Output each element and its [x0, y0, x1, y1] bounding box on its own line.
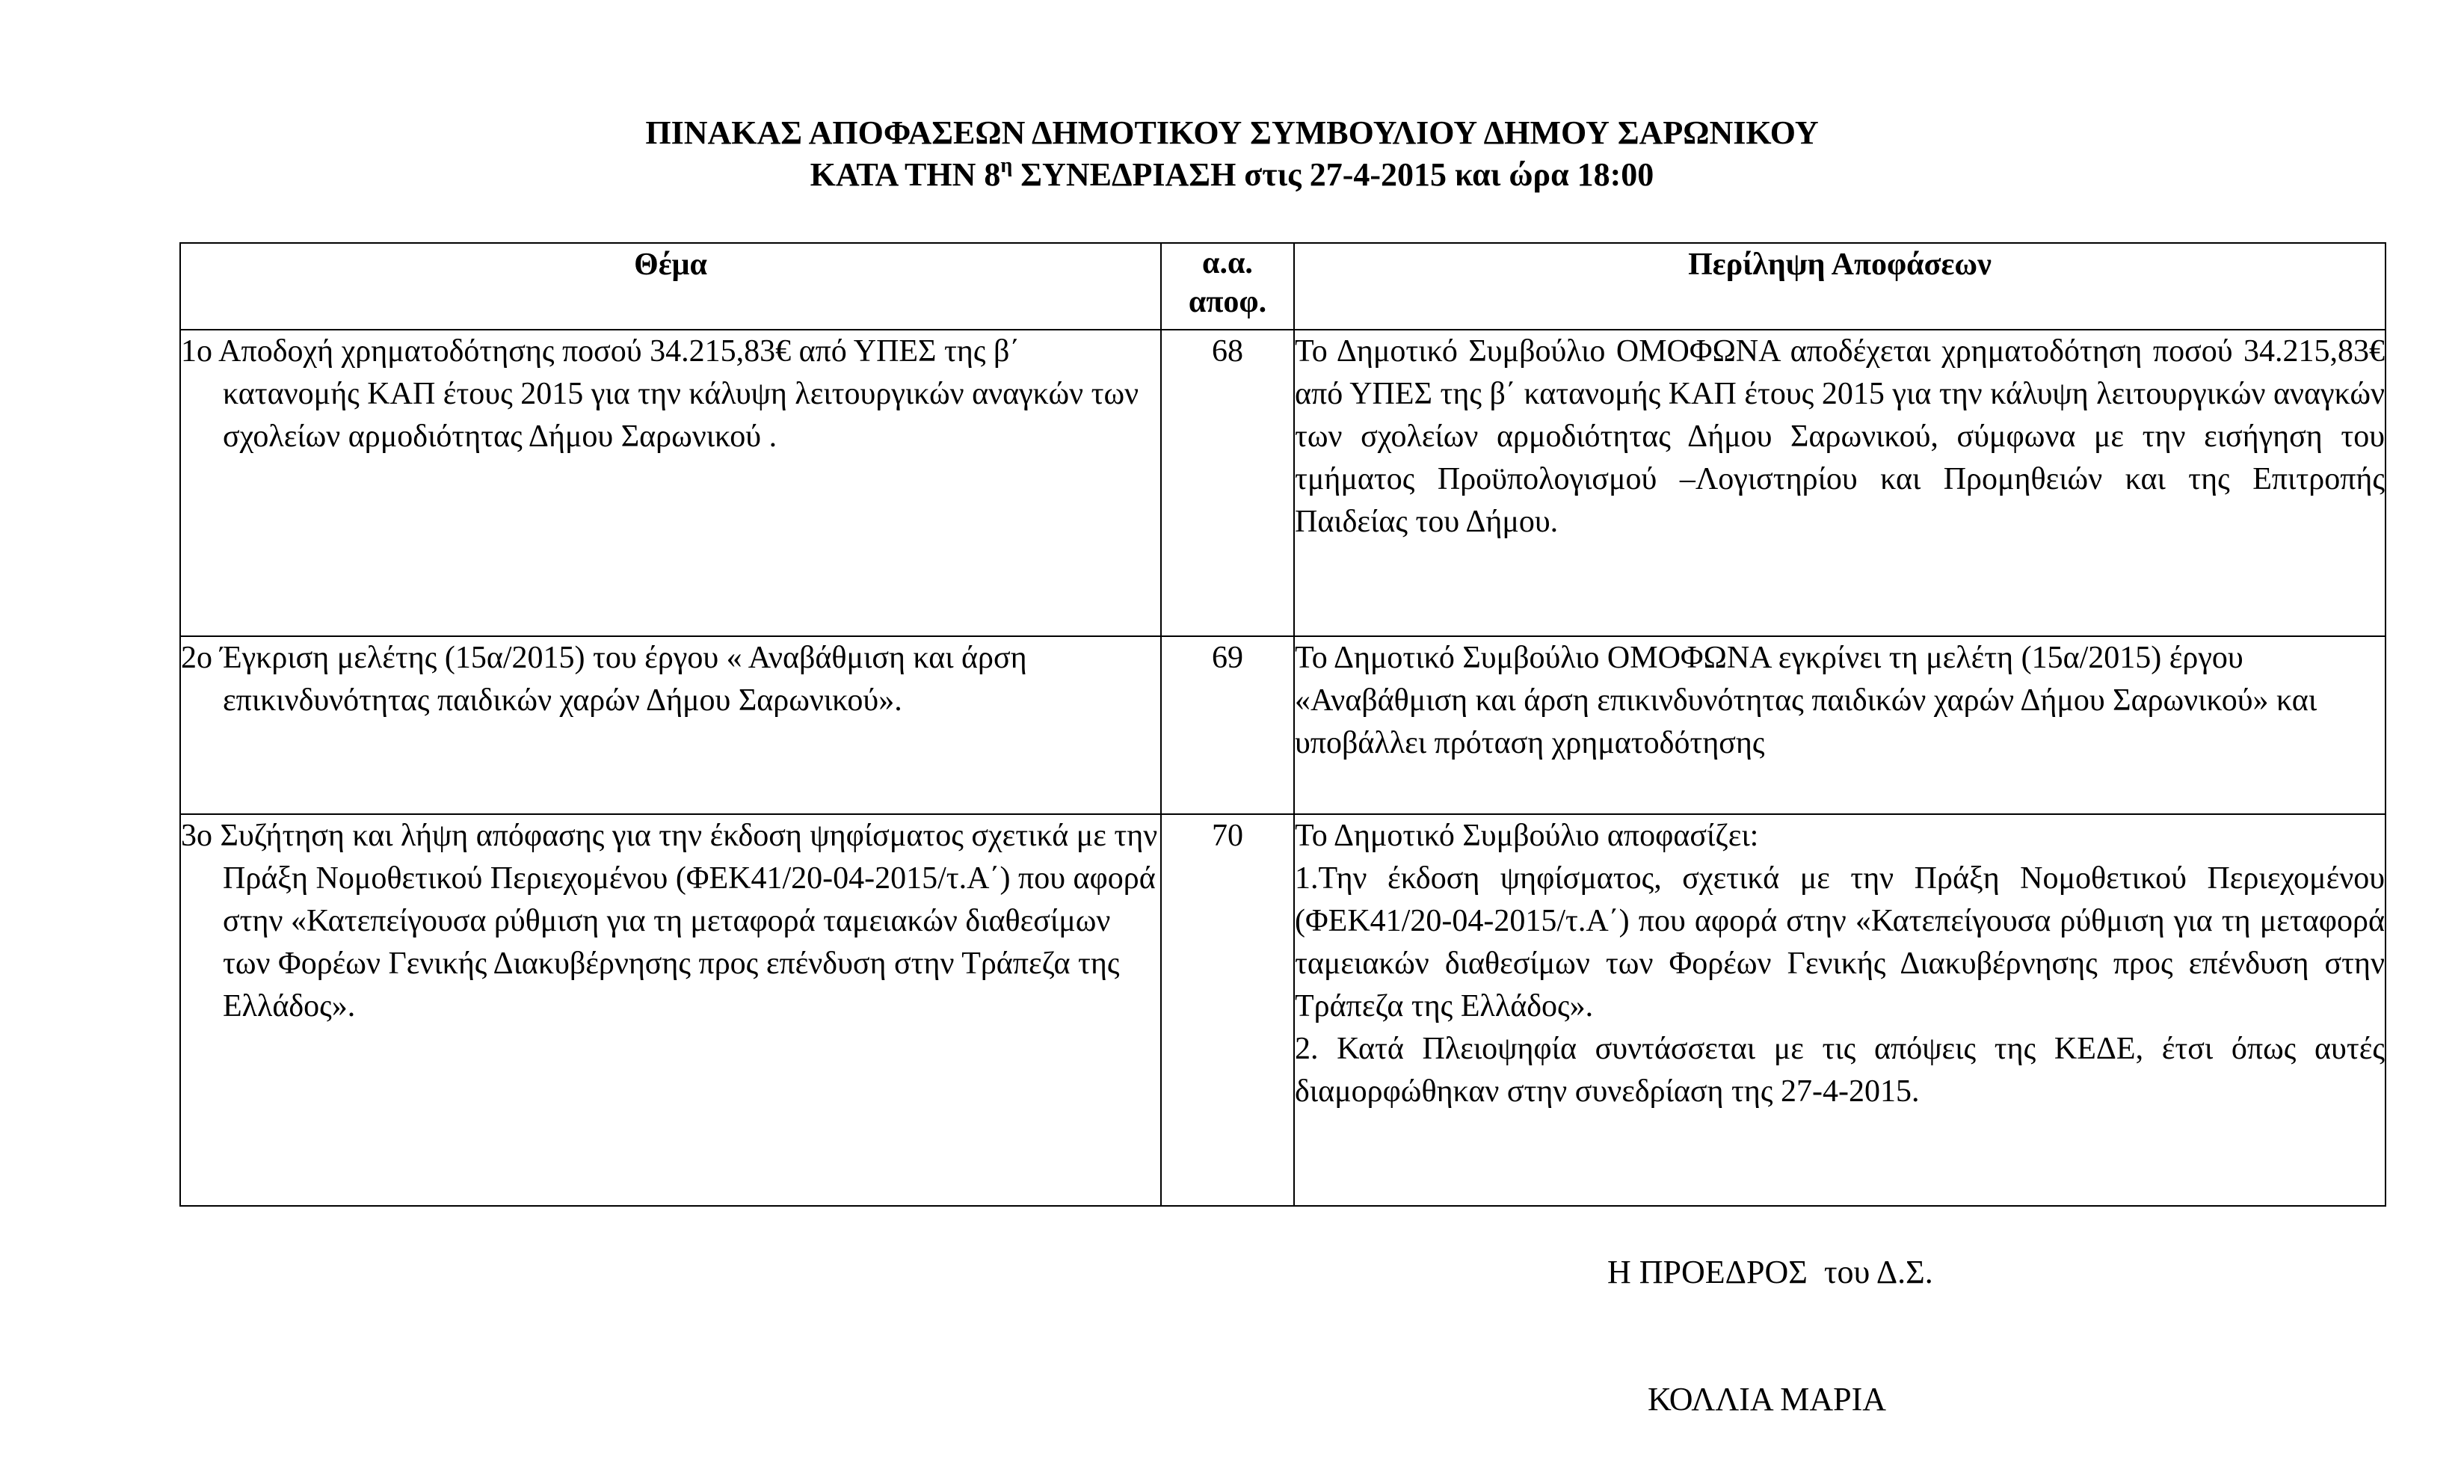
topic-cell [180, 814, 1161, 1206]
summary-paragraph: Το Δημοτικό Συμβούλιο αποφασίζει: [1295, 819, 1759, 853]
table-header-row [180, 243, 2386, 330]
title-line-1: ΠΙΝΑΚΑΣ ΑΠΟΦΑΣΕΩΝ ΔΗΜΟΤΙΚΟΥ ΣΥΜΒΟΥΛΙΟΥ ΔΗΜΟΥ ΣΑΡΩΝΙΚΟΥ [645, 114, 1819, 151]
table-row [180, 814, 2386, 1206]
document-title [0, 112, 2464, 154]
topic-text: 2ο Έγκριση μελέτης (15α/2015) του έργου « Αναβάθμιση και άρση επικινδυνότητας παιδικών χαρών Δήμου Σαρωνικού». [181, 641, 1027, 718]
summary-paragraph: 1.Την έκδοση ψηφίσματος, σχετικά με την Πράξη Νομοθετικού Περιεχομένου (ΦΕΚ41/20-04-2015/τ.Α΄) που αφορά στην «Κατεπείγουσα ρύθμιση για τη μεταφορά ταμειακών διαθεσίμων των Φορέων Γενικής Διακυβέρνησης προς επένδυση στην Τράπεζα της Ελλάδος». [1295, 861, 2385, 1023]
decisions-table [179, 242, 2386, 1207]
table-row [180, 330, 2386, 636]
document-subtitle [0, 154, 2464, 196]
topic-text: 1ο Αποδοχή χρηματοδότησης ποσού 34.215,83€ από ΥΠΕΣ της β΄ κατανομής ΚΑΠ έτους 2015 για την κάλυψη λειτουργικών αναγκών των σχολείων αρμοδιότητας Δήμου Σαρωνικού . [181, 334, 1139, 454]
session-date-time: ΣΥΝΕΔΡΙΑΣΗ στις 27-4-2015 και ώρα 18:00 [1012, 156, 1654, 193]
summary-cell [1294, 330, 2386, 636]
summary-cell [1294, 814, 2386, 1206]
summary-paragraph: 2. Κατά Πλειοψηφία συντάσσεται με τις απόψεις της ΚΕΔΕ, έτσι όπως αυτές διαμορφώθηκαν στην συνεδρίαση της 27-4-2015. [1295, 1032, 2385, 1109]
topic-text: 3ο Συζήτηση και λήψη απόφασης για την έκδοση ψηφίσματος σχετικά με την Πράξη Νομοθετικού Περιεχομένου (ΦΕΚ41/20-04-2015/τ.Α΄) που αφορά στην «Κατεπείγουσα ρύθμιση για τη μεταφορά ταμειακών διαθεσίμων των Φορέων Γενικής Διακυβέρνησης προς επένδυση στην Τράπεζα της Ελλάδος». [181, 819, 1158, 1023]
column-header-topic: Θέμα [180, 243, 1161, 330]
column-header-summary: Περίληψη Αποφάσεων [1294, 243, 2386, 330]
table-row [180, 636, 2386, 814]
topic-cell [180, 636, 1161, 814]
decision-number-cell: 70 [1161, 814, 1294, 1206]
decision-number-cell: 69 [1161, 636, 1294, 814]
ordinal-suffix: η [1000, 154, 1013, 177]
signature-role: Η ΠΡΟΕΔΡΟΣ του Δ.Σ. [1607, 1254, 1933, 1290]
signature-name: ΚΟΛΛΙΑ ΜΑΡΙΑ [1648, 1381, 1887, 1417]
session-ordinal: ΚΑΤΑ ΤΗΝ 8 [810, 156, 1001, 193]
decision-number-cell: 68 [1161, 330, 1294, 636]
summary-paragraph: Το Δημοτικό Συμβούλιο ΟΜΟΦΩΝΑ εγκρίνει τη μελέτη (15α/2015) έργου «Αναβάθμιση και άρση επικινδυνότητας παιδικών χαρών Δήμου Σαρωνικού» και υποβάλλει πρόταση χρηματοδότησης [1295, 641, 2317, 760]
column-header-number-line1: α.α. [1202, 246, 1253, 280]
summary-cell [1294, 636, 2386, 814]
topic-cell [180, 330, 1161, 636]
column-header-number-line2: αποφ. [1188, 285, 1267, 319]
column-header-number [1161, 243, 1294, 330]
summary-paragraph: Το Δημοτικό Συμβούλιο ΟΜΟΦΩΝΑ αποδέχεται χρηματοδότηση ποσού 34.215,83€ από ΥΠΕΣ της β΄ κατανομής ΚΑΠ έτους 2015 για την κάλυψη λειτουργικών αναγκών των σχολείων αρμοδιότητας Δήμου Σαρωνικού, σύμφωνα με την εισήγηση του τμήματος Προϋπολογισμού –Λογιστηρίου και Προμηθειών και της Επιτροπής Παιδείας του Δήμου. [1295, 334, 2385, 539]
